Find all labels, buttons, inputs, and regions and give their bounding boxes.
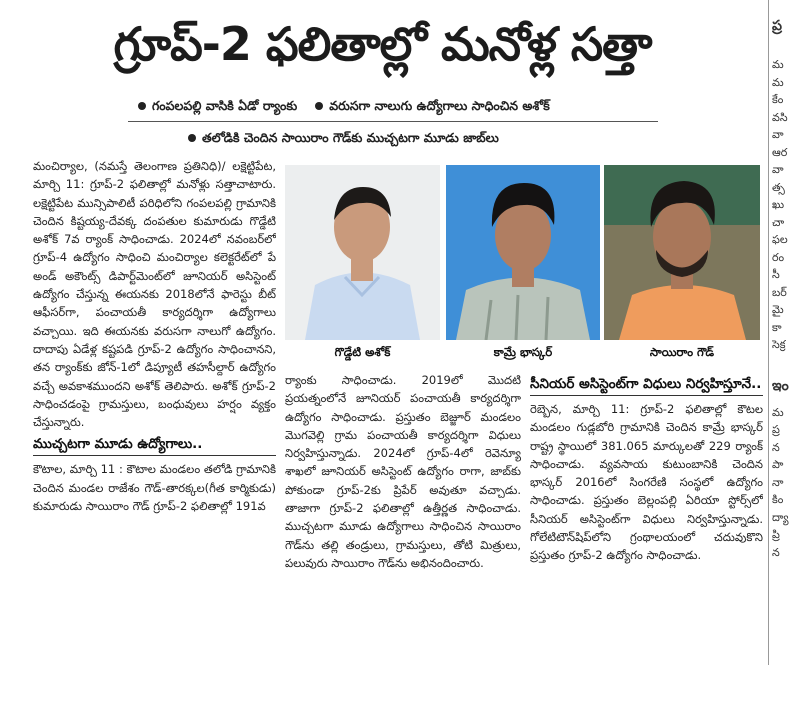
strip-line: వా (772, 128, 784, 141)
subhead-underline (530, 395, 763, 396)
strip-line: వసి (772, 110, 788, 124)
article-column-1 (33, 157, 276, 662)
subhead-underline (33, 455, 276, 456)
strip-line: ఖు (772, 198, 785, 211)
adjacent-article-strip (772, 0, 800, 715)
bullet-text: వరుసగా నాలుగు ఉద్యోగాలు సాధించిన అశోక్ (329, 98, 550, 113)
strip-line: మ (772, 405, 784, 419)
photo-caption: కామ్రే భాస్కర్ (493, 345, 553, 359)
strip-line: చా (772, 215, 785, 229)
section-subhead: ముచ్చటగా మూడు ఉద్యోగాలు.. (33, 436, 203, 453)
strip-line: నా (772, 475, 784, 489)
strip-line: కిం (772, 493, 784, 506)
strip-line: పా (772, 458, 784, 471)
bullet-text: తలోడికి చెందిన సాయిరాం గౌడ్‌కు ముచ్చటగా మూడు జాబ్‌లు (202, 130, 499, 145)
bullet-text: గంపలపల్లి వాసికి ఏడో ర్యాంకు (152, 98, 298, 113)
article-paragraph: మంచిర్యాల, (నమస్తే తెలంగాణ ప్రతినిధి)/ లక్షెట్టిపేట, మార్చి 11: గ్రూప్-2 ఫలితాల్లో మనోళ్లు సత్తాచాటారు. లక్షెట్టిపేట మున్సిపాలిటీ పరిధిలోని గంపలపల్లి గ్రామానికి చెందిన కిష్టయ్య-దేవక్క దంపతుల కుమారుడు గొడ్డేటి అశోక్ 7వ ర్యాంక్ సాధించాడు. 2024లో నవంబర్‌లో గ్రూప్-4 ఉద్యోగం సాధించి మంచిర్యాల కలెక్టరేట్‌లో పే అండ్ అకౌంట్స్ డిపార్ట్‌మెంట్‌లో జూనియర్ అసిస్టెంట్ ఉద్యోగం చేస్తున్న ఈయనకు 2018లోనే ఫారెస్టు బీట్ ఆఫీసర్‌గా, పంచాయతీ కార్యదర్శిగా ఉద్యోగాలు వచ్చాయి. ఇది ఈయనకు వరుసగా నాలుగో ఉద్యోగం. దాదాపు ఏడేళ్ల కష్టపడి గ్రూప్-2 ఉద్యోగం సాధించానని, తన ర్యాంక్‌కు జోన్-1లో డిప్యూటీ తహసీల్దార్ ఉద్యోగం వచ్చే అవకాశముందని అశోక్ తెలిపారు. అశోక్ గ్రూప్-2 సాధించడంపై గ్రామస్తులు, బంధువులు హర్షం వ్యక్తం చేస్తున్నారు. (33, 159, 276, 430)
bullet-dot-icon (138, 102, 146, 110)
headline: గ్రూప్-2 ఫలితాల్లో మనోళ్ల సత్తా (113, 17, 652, 71)
article-column-3 (530, 371, 763, 662)
strip-line: సీ (772, 268, 780, 281)
strip-line: త్స (772, 180, 785, 194)
article-paragraph: కౌటాల, మార్చి 11 : కౌటాల మండలం తలోడి గ్రామానికి చెందిన మండల రాజేశం గౌడ్-తారక్కల(గీత కార్మికుడు) కుమారుడు సాయిరాం గౌడ్ గ్రూప్-2 ఫలితాల్లో 191వ (33, 462, 276, 514)
photo-ashok (285, 165, 440, 340)
strip-line: ద్యా (772, 510, 789, 524)
bullet-dot-icon (315, 102, 323, 110)
strip-line: ఫల (772, 233, 788, 246)
strip-line: వా (772, 163, 784, 176)
bullet-dot-icon (188, 134, 196, 142)
article-paragraph: రెబ్బెన, మార్చి 11: గ్రూప్-2 ఫలితాల్లో కౌటల మండలం గుడ్లబోరి గ్రామానికి చెందిన కామ్రే భాస్కర్ రాష్ట్ర స్థాయిలో 381.065 మార్కులతో 229 ర్యాంక్ సాధించాడు. వ్యవసాయ కుటుంబానికి చెందిన భాస్కర్ 2016లో సింగరేణి సంస్థలో ఉద్యోగం సాధించాడు. ప్రస్తుతం బెల్లంపల్లి ఏరియా స్టోర్స్‌లో సీనియర్ అసిస్టెంట్‌గా విధులు నిర్వహిస్తున్నాడు. గోలేటిటౌన్‌షిప్‌లోని గ్రంథాలయంలో చదువుకొని ప్రస్తుతం గ్రూప్-2 ఉద్యోగం సాధించాడు. (530, 402, 763, 563)
strip-line: రం (772, 250, 785, 264)
column-divider (768, 0, 769, 665)
strip-line: ప్ర (772, 423, 780, 436)
bullet-divider (128, 121, 658, 122)
section-subhead: సీనియర్ అసిస్టెంట్‌గా విధులు నిర్వహిస్తూనే.. (530, 376, 762, 392)
strip-line: సెక్ర (772, 338, 786, 351)
strip-line: బర్ (772, 285, 787, 299)
strip-line: న (772, 545, 780, 559)
photo-caption: సాయిరాం గౌడ్ (649, 345, 715, 359)
strip-lines (772, 56, 800, 354)
photo-sairam (604, 165, 760, 340)
strip-heading: ప్ర (772, 18, 782, 34)
strip-line: ప్రి (772, 528, 780, 541)
strip-line: మ (772, 75, 784, 89)
strip-line: మై (772, 303, 784, 316)
photo-caption: గొడ్డేటి అశోక్ (334, 345, 391, 359)
article-column-2 (285, 371, 521, 662)
strip-lines (772, 404, 800, 562)
photo-bhaskar (446, 165, 600, 340)
strip-heading: ఇం (772, 377, 789, 394)
strip-line: ఆర (772, 145, 788, 159)
strip-line: న (772, 440, 780, 454)
article-paragraph: ర్యాంకు సాధించాడు. 2019లో మొదటి ప్రయత్నంలోనే జూనియర్ పంచాయతీ కార్యదర్శిగా ఉద్యోగం సాధించాడు. ప్రస్తుతం బెజ్జూర్ మండలం మొగవెల్లి గ్రామ పంచాయతీ కార్యదర్శిగా విధులు నిర్వహిస్తున్నాడు. 2024లో గ్రూప్-4లో రెవెన్యూ శాఖలో జూనియర్ అసిస్టెంట్ ఉద్యోగం రాగా, జాబ్‌కు పోకుండా గ్రూప్-2కు ప్రిపేర్ అవుతూ వచ్చాడు. తాజాగా గ్రూప్-2 ఫలితాల్లో ఉత్తీర్ణత సాధించాడు. ముచ్చటగా మూడు ఉద్యోగాలు సాధించిన సాయిరాం గౌడ్‌ను తల్లి తండ్రులు, గ్రామస్తులు, తోటి మిత్రులు, పలువురు సాయిరాం గౌడ్‌ను అభినందించారు. (285, 373, 521, 570)
strip-line: కా (772, 320, 782, 334)
strip-line: కేం (772, 93, 784, 106)
strip-line: మ (772, 58, 784, 71)
